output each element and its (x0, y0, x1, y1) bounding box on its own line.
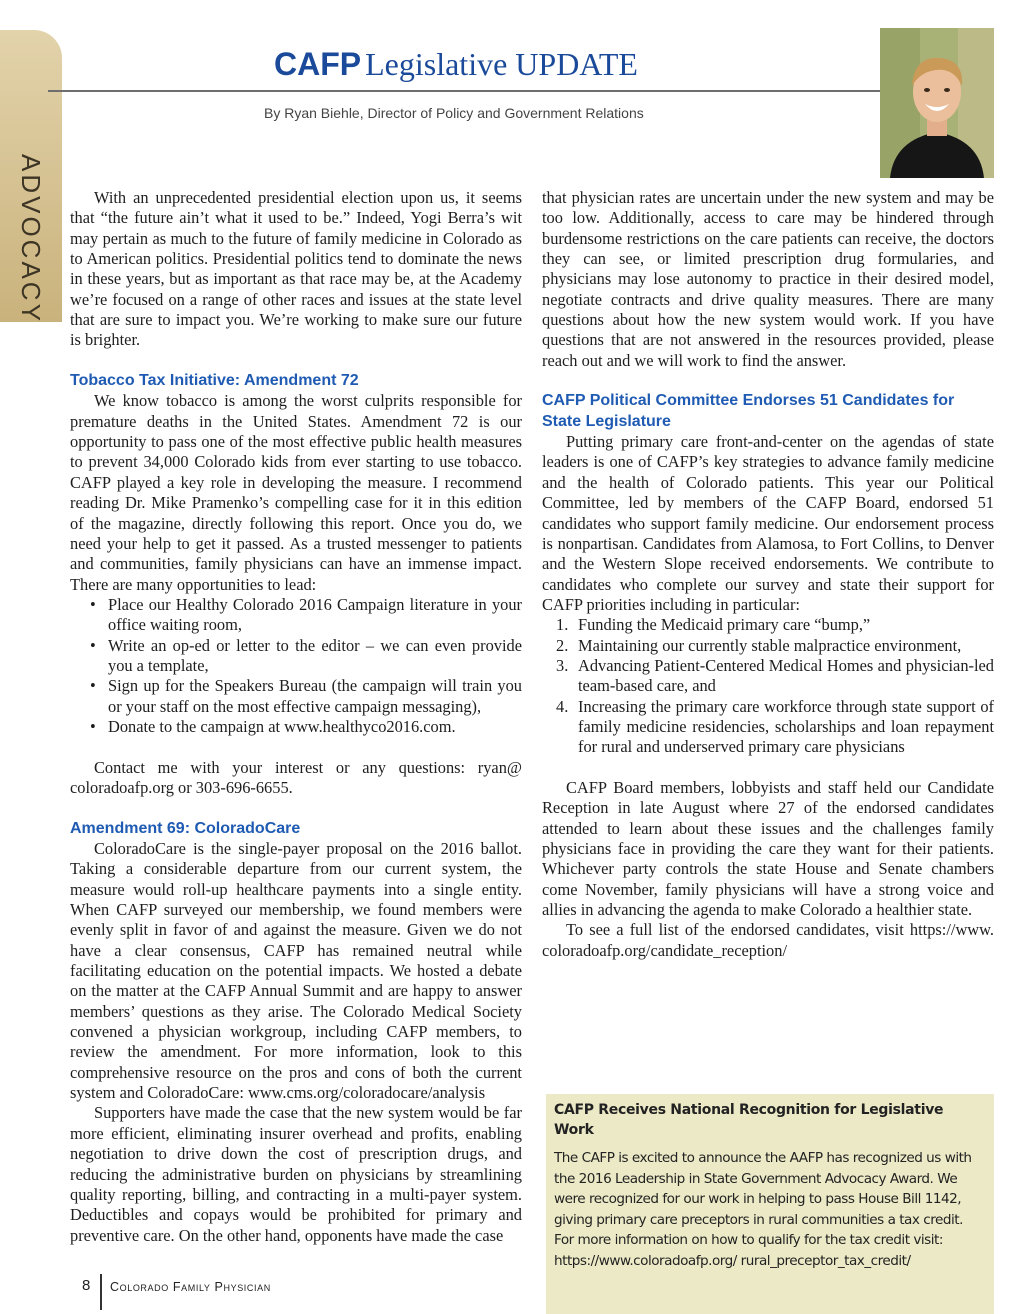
list-number: 2. (556, 635, 569, 655)
intro-paragraph: With an unprecedented presidential election upon us, it seems that “the future ain’t what it used to be.” Indeed, Yogi Berra’s wit may pertain as much to the future of family medicine in Colorado as to American politics. Presidential politics tend to dominate the news in these years, but as important as that race may be, at the Academy we’re focused on a range of other races and issues at the state level that are sure to impact you. We’re working to make sure our future is brighter. (70, 188, 522, 350)
tobacco-list (70, 595, 522, 737)
list-text: Advancing Patient-Centered Medical Homes and physician-led team-based care, and (578, 655, 994, 696)
reception-paragraph: CAFP Board members, lobbyists and staff held our Candidate Reception in late August where 27 of the endorsed candidates attended to learn about these issues and the challenges family physicians face in providing the care they want for their patients. Whichever party controls the state House and Senate chambers come November, family physicians will have a strong voice and allies in advancing the agenda to make Colorado a healthier state. (542, 777, 994, 920)
author-portrait (880, 28, 994, 178)
list-item (542, 656, 994, 697)
amendment69-paragraph-2: Supporters have made the case that the new system would be far more efficient, eliminating insurer overhead and profits, enabling negotiation to drive down the cost of prescription drugs, and reducing the administrative burden on physicians by streamlining quality reporting, billing, and contracting in a multi-payer system. Deductibles and copays would be prohibited for primary and preventive care. On the other hand, opponents have made the case (70, 1103, 522, 1245)
byline: By Ryan Biehle, Director of Policy and Government Relations (264, 105, 644, 121)
list-number: 1. (556, 615, 569, 635)
political-heading: CAFP Political Committee Endorses 51 Candidates for State Legislature (542, 392, 955, 430)
amendment69-heading: Amendment 69: ColoradoCare (70, 819, 301, 837)
left-column (70, 188, 522, 1246)
list-number: 4. (556, 696, 569, 716)
list-item (542, 697, 994, 758)
footer-divider (100, 1274, 102, 1310)
recognition-callout (546, 1094, 994, 1314)
section-tab (0, 30, 62, 322)
publication-name: Colorado Family Physician (110, 1280, 271, 1294)
list-item (542, 615, 994, 635)
candidates-link-paragraph: To see a full list of the endorsed candidates, visit https://www. coloradoafp.org/candidate_reception/ (542, 920, 994, 960)
list-item: • Donate to the campaign at www.healthyco2016.com. (70, 717, 522, 737)
page-title (274, 48, 638, 80)
callout-body: The CAFP is excited to announce the AAFP has recognized us with the 2016 Leadership in State Government Advocacy Award. We were recognized for our work in helping to pass House Bill 1142, giving primary care preceptors in rural communities a tax credit. For more information on how to qualify for the tax credit visit: https://www.coloradoafp.org/ rural_preceptor_tax_credit/ (554, 1150, 972, 1269)
amendment69-paragraph-1: ColoradoCare is the single-payer proposal on the 2016 ballot. Taking a considerable departure from our current system, the measure would roll-up healthcare payments into a single entity. When CAFP surveyed our membership, we found members were evenly split in favor of and against the measure. Given we do not have a clear consensus, CAFP has remained neutral while facilitating education on the potential impacts. We hosted a debate on the matter at the CAFP Annual Summit and are happy to answer members’ questions as they arise. The Colorado Medical Society convened a physician workgroup, including CAFP members, to review the amendment. For more information, look to this comprehensive resource on the pros and cons of both the current system and ColoradoCare: www.cms.org/coloradocare/analysis (70, 839, 522, 1103)
section-tab-label: ADVOCACY (16, 154, 46, 324)
list-text: Funding the Medicaid primary care “bump,” (578, 615, 871, 635)
list-text: Increasing the primary care workforce through state support of family medicine residencies, scholarships and loan repayment for rural and underserved primary care physicians (578, 696, 994, 757)
amendment69-paragraph-2-continued: that physician rates are uncertain under the new system and may be too low. Additionally, access to care may be hindered through burdensome restrictions on the care patients can receive, the doctors they can see, or limited prescription drug formularies, and physicians may lose autonomy to practice in their desired model, negotiate contracts and drive quality measures. There are many questions about how the new system would work. If you have questions that are not answered in the resources provided, please reach out and we will work to find the answer. (542, 188, 994, 370)
list-item: • Write an op-ed or letter to the editor – we can even provide you a template, (70, 636, 522, 677)
callout-title: CAFP Receives National Recognition for Legislative Work (554, 1102, 944, 1138)
list-text: Maintaining our currently stable malpractice environment, (578, 635, 962, 655)
header-divider (48, 90, 880, 92)
list-number: 3. (556, 655, 569, 675)
list-item: • Sign up for the Speakers Bureau (the campaign will train you or your staff on the most effective campaign messaging), (70, 676, 522, 717)
title-brand: CAFP (274, 46, 362, 82)
tobacco-paragraph: We know tobacco is among the worst culprits responsible for premature deaths in the United States. Amendment 72 is our opportunity to pass one of the most effective public health measures to prevent 34,000 Colorado kids from ever starting to use tobacco. CAFP played a key role in developing the measure. I recommend reading Dr. Mike Pramenko’s compelling case for it in this edition of the magazine, directly following this report. Once you do, we need your help to get it passed. As a trusted messenger to patients and communities, family physicians can have an immense impact. There are many opportunities to lead: (70, 391, 522, 594)
priorities-list (542, 615, 994, 757)
list-item: • Place our Healthy Colorado 2016 Campaign literature in your office waiting room, (70, 595, 522, 636)
contact-paragraph: Contact me with your interest or any questions: ryan@ coloradoafp.org or 303-696-6655. (70, 757, 522, 797)
tobacco-heading: Tobacco Tax Initiative: Amendment 72 (70, 372, 359, 390)
title-text: Legislative UPDATE (365, 46, 638, 82)
political-paragraph: Putting primary care front-and-center on the agendas of state leaders is one of CAFP’s key strategies to advance family medicine and the health of Colorado patients. This year our Political Committee, led by members of the CAFP Board, endorsed 51 candidates who support family medicine. Our endorsement process is nonpartisan. Candidates from Alamosa, to Fort Collins, to Denver and the Western Slope received endorsements. We contribute to candidates who complete our survey and state their support for CAFP priorities including in particular: (542, 432, 994, 614)
page-number: 8 (82, 1277, 91, 1294)
list-item (542, 636, 994, 656)
right-column (542, 188, 994, 961)
